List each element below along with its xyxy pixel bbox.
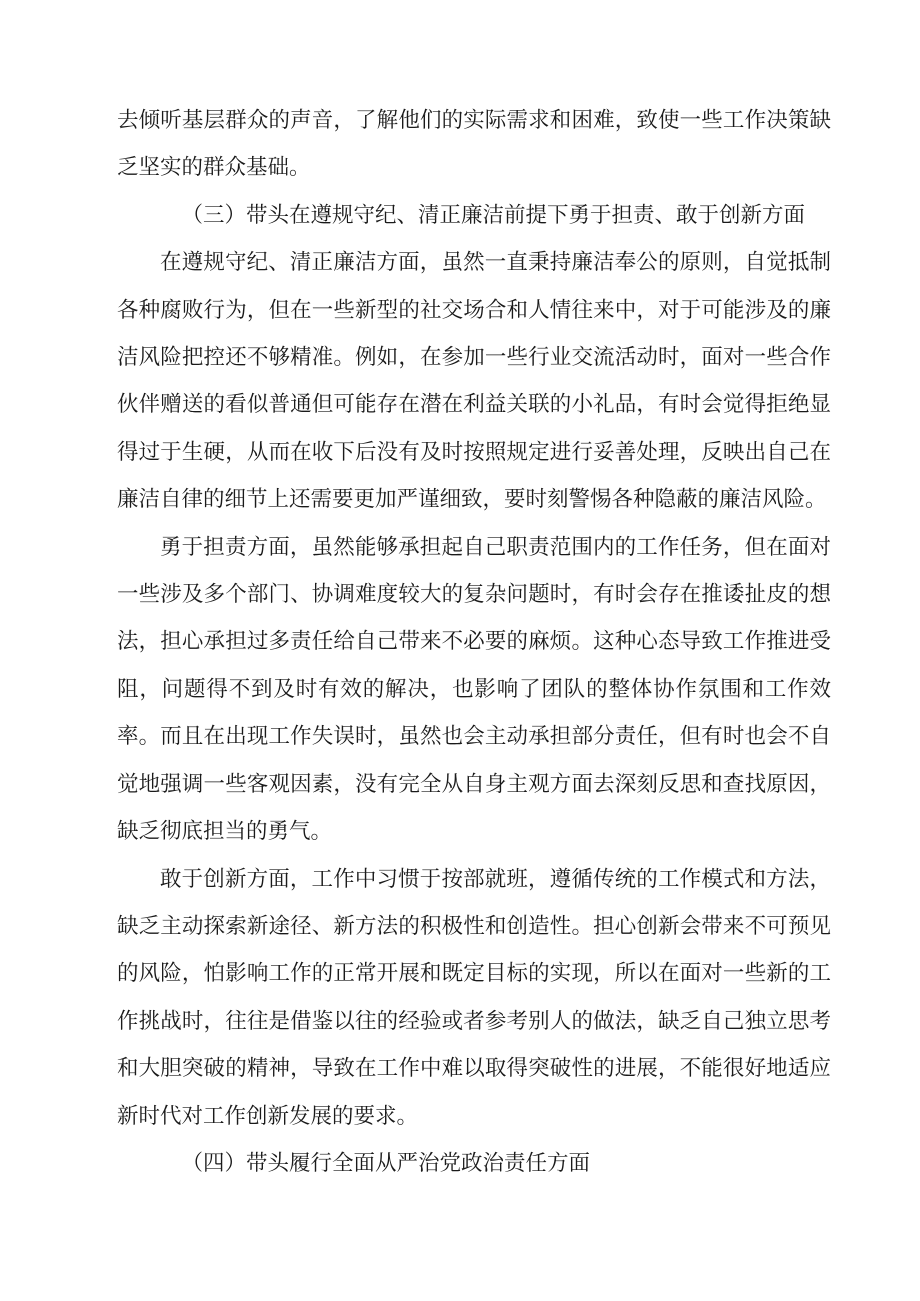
paragraph-responsibility: 勇于担责方面，虽然能够承担起自己职责范围内的工作任务，但在面对一些涉及多个部门、协调难度较大的复杂问题时，有时会存在推诿扯皮的想法，担心承担过多责任给自己带来不必要的麻烦。这种心态导致工作推进受阻，问题得不到及时有效的解决，也影响了团队的整体协作氛围和工作效率。而且在出现工作失误时，虽然也会主动承担部分责任，但有时也会不自觉地强调一些客观因素，没有完全从自身主观方面去深刻反思和查找原因，缺乏彻底担当的勇气。 <box>117 534 831 845</box>
paragraph-innovation: 敢于创新方面，工作中习惯于按部就班，遵循传统的工作模式和方法，缺乏主动探索新途径、新方法的积极性和创造性。担心创新会带来不可预见的风险，怕影响工作的正常开展和既定目标的实现，所以在面对一些新的工作挑战时，往往是借鉴以往的经验或者参考别人的做法，缺乏自己独立思考和大胆突破的精神，导致在工作中难以取得突破性的进展，不能很好地适应新时代对工作创新发展的要求。 <box>117 866 831 1129</box>
section-heading-3: （三）带头在遵规守纪、清正廉洁前提下勇于担责、敢于创新方面 <box>181 202 806 228</box>
document-body <box>117 97 831 1187</box>
section-heading-4: （四）带头履行全面从严治党政治责任方面 <box>181 1150 591 1176</box>
paragraph-continuation: 去倾听基层群众的声音，了解他们的实际需求和困难，致使一些工作决策缺乏坚实的群众基础。 <box>117 108 831 181</box>
paragraph-integrity: 在遵规守纪、清正廉洁方面，虽然一直秉持廉洁奉公的原则，自觉抵制各种腐败行为，但在一些新型的社交场合和人情往来中，对于可能涉及的廉洁风险把控还不够精准。例如，在参加一些行业交流活动时，面对一些合作伙伴赠送的看似普通但可能存在潜在利益关联的小礼品，有时会觉得拒绝显得过于生硬，从而在收下后没有及时按照规定进行妥善处理，反映出自己在廉洁自律的细节上还需要更加严谨细致，要时刻警惕各种隐蔽的廉洁风险。 <box>117 250 831 513</box>
